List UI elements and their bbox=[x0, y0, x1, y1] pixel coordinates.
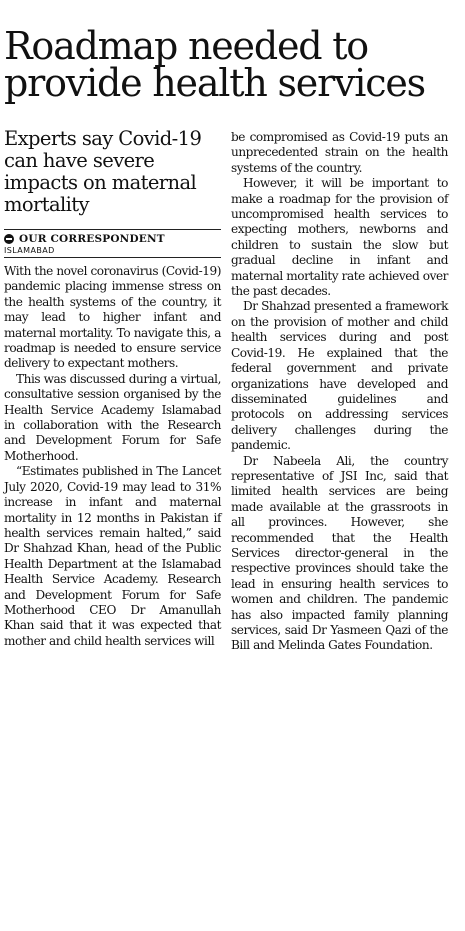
paragraph: Dr Shahzad presented a framework on the provision of mother and child health services during and post Covid-19. He explained that the federal government and private organizations have developed and disseminated guidelines and protocols on addressing services delivery challenges during the pandemic. bbox=[231, 299, 448, 453]
paragraph: Dr Nabeela Ali, the country representative of JSI Inc, said that limited health services are being made available at the grassroots in all provinces. However, she recommended that the Health Services director-general in the respective provinces should take the lead in ensuring health services to women and children. The pandemic has also impacted family planning services, said Dr Yasmeen Qazi of the Bill and Melinda Gates Foundation. bbox=[231, 453, 448, 653]
paragraph: be compromised as Covid-19 puts an unprecedented strain on the health systems of the country. bbox=[231, 130, 448, 175]
byline bbox=[4, 230, 221, 246]
left-column bbox=[4, 128, 221, 649]
paragraph: With the novel coronavirus (Covid-19) pandemic placing immense stress on the health systems of the country, it may lead to higher infant and maternal mortality. To navigate this, a roadmap is needed to ensure service delivery to expectant mothers. bbox=[4, 264, 221, 371]
subheadline: Experts say Covid-19 can have severe impacts on maternal mortality bbox=[4, 127, 202, 216]
publication-logo-icon bbox=[4, 234, 14, 244]
dateline: ISLAMABAD bbox=[4, 246, 221, 258]
paragraph: This was discussed during a virtual, consultative session organised by the Health Service Academy Islamabad in collaboration with the Research and Development Forum for Safe Motherhood. bbox=[4, 371, 221, 463]
headline: Roadmap needed to provide health services bbox=[4, 24, 425, 105]
byline-text: OUR CORRESPONDENT bbox=[19, 233, 165, 245]
paragraph: However, it will be important to make a roadmap for the provision of uncompromised health services to expecting mothers, newborns and children to sustain the slow but gradual decline in infant and maternal mortality rate achieved over the past decades. bbox=[231, 176, 448, 299]
paragraph: “Estimates published in The Lancet July 2020, Covid-19 may lead to 31% increase in infant and maternal mortality in 12 months in Pakistan if health services remain halted,” said Dr Shahzad Khan, head of the Public Health Department at the Islamabad Health Service Academy. Research and Development Forum for Safe Motherhood CEO Dr Amanullah Khan said that it was expected that mother and child health services will bbox=[4, 464, 221, 648]
right-column bbox=[231, 130, 448, 654]
